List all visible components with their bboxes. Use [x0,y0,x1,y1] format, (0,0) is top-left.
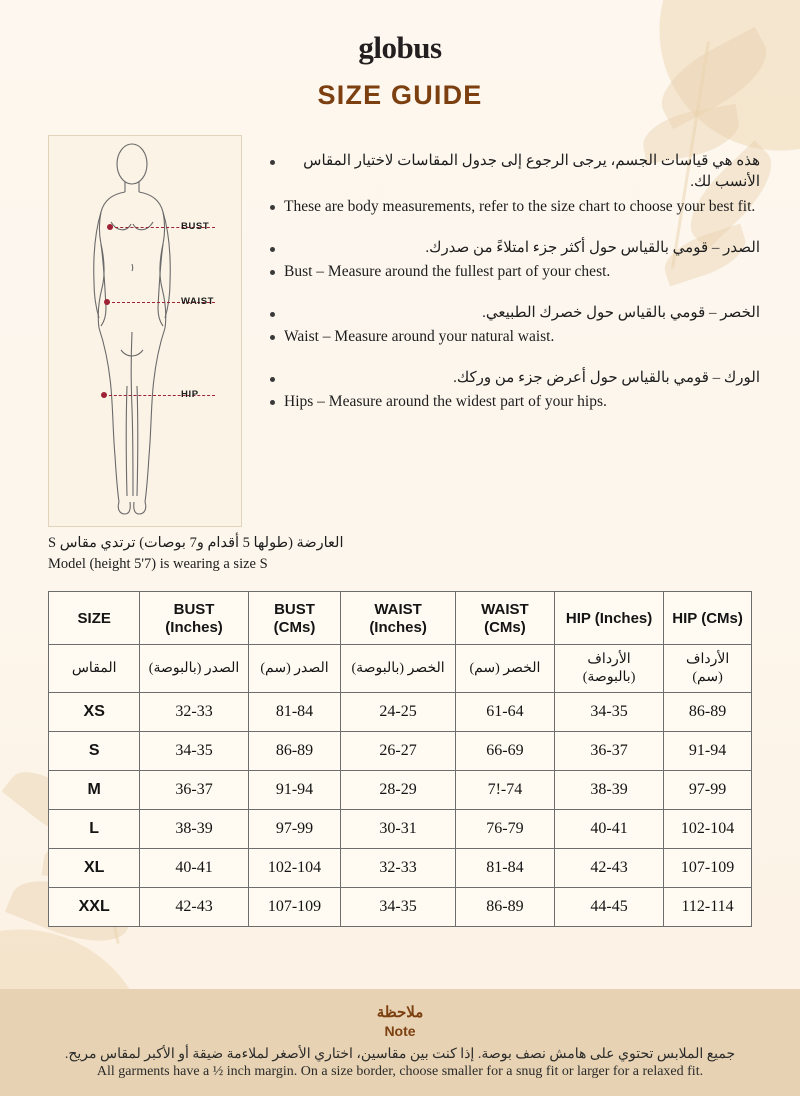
table-row [49,810,752,849]
size-chart-table [48,591,752,927]
cell-bust-cms: 107-109 [248,888,341,927]
cell-size: XS [49,693,140,732]
bullet-dot-icon [270,270,275,275]
model-note-ar: العارضة (طولها 5 أقدام و7 بوصات) ترتدي مقاس S [48,535,344,551]
cell-waist-inches: 26-27 [341,732,456,771]
instruction-text-en: Waist – Measure around your natural waist. [284,328,555,346]
cell-waist-inches: 34-35 [341,888,456,927]
measurement-section [0,135,800,527]
column-header-size: SIZE [49,592,140,645]
cell-bust-inches: 36-37 [140,771,248,810]
model-note [0,527,800,575]
column-header-hip-inches-ar: الأرداف (بالبوصة) [554,645,663,693]
cell-hip-inches: 40-41 [554,810,663,849]
bust-label: BUST [181,221,210,232]
cell-waist-inches: 32-33 [341,849,456,888]
cell-hip-cms: 86-89 [664,693,752,732]
cell-hip-inches: 34-35 [554,693,663,732]
model-figure [48,135,242,527]
cell-size: L [49,810,140,849]
size-chart-wrapper [0,575,800,927]
column-header-bust-cms: BUST (CMs) [248,592,341,645]
instruction-item [270,238,760,283]
column-header-size-ar: المقاس [49,645,140,693]
cell-bust-cms: 86-89 [248,732,341,771]
column-header-hip-cms: HIP (CMs) [664,592,752,645]
table-row [49,849,752,888]
column-header-hip-inches: HIP (Inches) [554,592,663,645]
footer-note-body-en: All garments have a ½ inch margin. On a size border, choose smaller for a snug fit or larger for a relaxed fit. [96,1064,704,1079]
cell-size: S [49,732,140,771]
instruction-text-ar: الخصر – قومي بالقياس حول خصرك الطبيعي. [482,304,760,321]
bullet-dot-icon [270,247,275,252]
cell-bust-inches: 40-41 [140,849,248,888]
column-header-waist-cms: WAIST (CMs) [455,592,554,645]
model-note-en: Model (height 5'7) is wearing a size S [48,556,268,573]
cell-bust-inches: 32-33 [140,693,248,732]
cell-hip-cms: 97-99 [664,771,752,810]
instruction-item [270,368,760,413]
cell-hip-inches: 42-43 [554,849,663,888]
bullet-dot-icon [270,312,275,317]
cell-bust-inches: 34-35 [140,732,248,771]
footer-note-body-ar: جميع الملابس تحتوي على هامش نصف بوصة. إذا كنت بين مقاسين، اختاري الأصغر لملاءمة ضيقة أو الأكبر لمقاس مريح. [64,1047,736,1062]
cell-waist-cms: 66-69 [455,732,554,771]
instruction-text-en: These are body measurements, refer to the size chart to choose your best fit. [284,197,756,215]
footer-note [0,989,800,1096]
cell-bust-cms: 81-84 [248,693,341,732]
cell-size: M [49,771,140,810]
cell-bust-inches: 38-39 [140,810,248,849]
bullet-dot-icon [270,335,275,340]
column-header-bust-inches: BUST (Inches) [140,592,248,645]
footer-note-heading-en: Note [384,1023,416,1039]
instruction-item [270,303,760,348]
cell-size: XXL [49,888,140,927]
instruction-text-ar: هذه هي قياسات الجسم، يرجى الرجوع إلى جدول المقاسات لاختيار المقاس الأنسب لك. [303,153,760,191]
table-header-row-en [49,592,752,645]
cell-hip-cms: 107-109 [664,849,752,888]
bullet-dot-icon [270,205,275,210]
table-header-row-ar [49,645,752,693]
cell-hip-inches: 38-39 [554,771,663,810]
column-header-hip-cms-ar: الأرداف (سم) [664,645,752,693]
cell-waist-inches: 28-29 [341,771,456,810]
cell-hip-cms: 91-94 [664,732,752,771]
waist-label: WAIST [181,296,215,307]
female-body-outline-icon [49,136,239,524]
table-row [49,771,752,810]
brand-logo: globus [358,30,442,65]
cell-size: XL [49,849,140,888]
cell-hip-cms: 112-114 [664,888,752,927]
footer-note-heading-ar: ملاحظة [376,1005,424,1021]
table-row [49,888,752,927]
column-header-bust-cms-ar: الصدر (سم) [248,645,341,693]
cell-waist-inches: 30-31 [341,810,456,849]
table-row [49,693,752,732]
instruction-text-en: Hips – Measure around the widest part of your hips. [284,393,607,411]
column-header-waist-inches: WAIST (Inches) [341,592,456,645]
cell-bust-cms: 91-94 [248,771,341,810]
bullet-dot-icon [270,400,275,405]
table-row [49,732,752,771]
column-header-bust-inches-ar: الصدر (بالبوصة) [140,645,248,693]
page-title: SIZE GUIDE [317,80,483,110]
instruction-text-en: Bust – Measure around the fullest part of your chest. [284,262,611,280]
cell-waist-cms: 81-84 [455,849,554,888]
cell-bust-cms: 102-104 [248,849,341,888]
cell-bust-inches: 42-43 [140,888,248,927]
cell-hip-cms: 102-104 [664,810,752,849]
cell-waist-cms: 86-89 [455,888,554,927]
instruction-text-ar: الورك – قومي بالقياس حول أعرض جزء من وركك. [453,370,760,387]
instruction-text-ar: الصدر – قومي بالقياس حول أكثر جزء امتلاءً من صدرك. [425,239,760,256]
bullet-dot-icon [270,377,275,382]
cell-waist-inches: 24-25 [341,693,456,732]
bullet-dot-icon [270,160,275,165]
instruction-item [270,151,760,218]
cell-hip-inches: 44-45 [554,888,663,927]
hip-label: HIP [181,389,199,400]
instructions-list [270,135,760,527]
column-header-waist-cms-ar: الخصر (سم) [455,645,554,693]
cell-waist-cms: 61-64 [455,693,554,732]
column-header-waist-inches-ar: الخصر (بالبوصة) [341,645,456,693]
cell-bust-cms: 97-99 [248,810,341,849]
cell-waist-cms: 76-79 [455,810,554,849]
cell-waist-cms: 7!-74 [455,771,554,810]
cell-hip-inches: 36-37 [554,732,663,771]
